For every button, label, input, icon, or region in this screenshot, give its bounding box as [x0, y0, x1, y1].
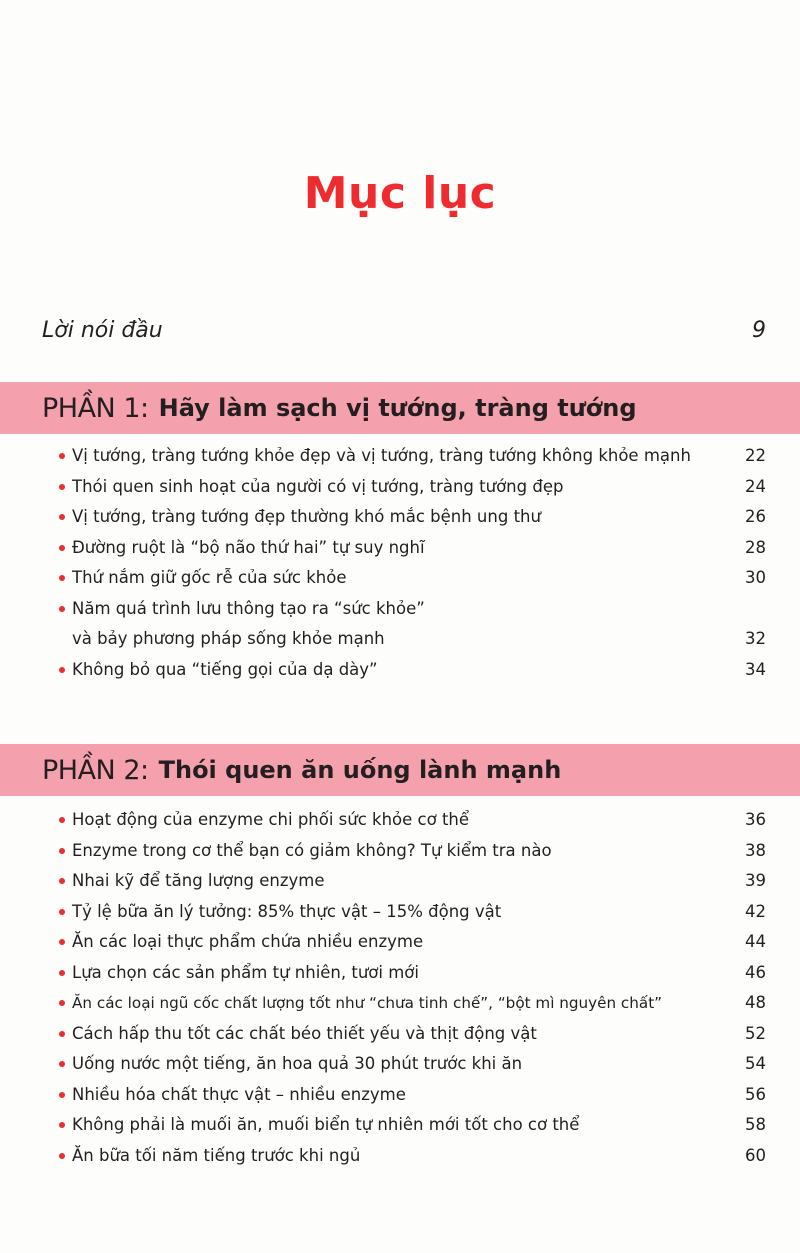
toc-entry[interactable]: [72, 866, 766, 897]
toc-entry[interactable]: [72, 1141, 766, 1172]
toc-entry[interactable]: [72, 927, 766, 958]
toc-entry[interactable]: [72, 988, 766, 1019]
entry-page: 26: [745, 507, 766, 526]
entry-title: Năm quá trình lưu thông tạo ra “sức khỏe”: [72, 598, 425, 618]
toc-entry[interactable]: [72, 533, 766, 564]
bullet-icon: [59, 606, 65, 612]
entry-title: Ăn các loại ngũ cốc chất lượng tốt như “chưa tinh chế”, “bột mì nguyên chất”: [72, 994, 663, 1012]
entry-title: Nhai kỹ để tăng lượng enzyme: [72, 871, 325, 890]
entry-title-line-2: và bảy phương pháp sống khỏe mạnh: [72, 629, 385, 648]
entry-page: 54: [745, 1054, 766, 1073]
entry-page: 56: [745, 1084, 766, 1104]
toc-entry[interactable]: [72, 1080, 766, 1111]
entry-title: Hoạt động của enzyme chi phối sức khỏe cơ thể: [72, 810, 470, 829]
bullet-icon: [59, 817, 65, 823]
entry-page: 34: [745, 659, 766, 679]
bullet-icon: [59, 1061, 65, 1067]
entry-page: 36: [745, 810, 766, 829]
toc-entry[interactable]: [72, 1019, 766, 1050]
entry-title: Không bỏ qua “tiếng gọi của dạ dày”: [72, 659, 378, 679]
entry-title: Vị tướng, tràng tướng khỏe đẹp và vị tướng, tràng tướng không khỏe mạnh: [72, 446, 691, 465]
entry-title: Đường ruột là “bộ não thứ hai” tự suy nghĩ: [72, 537, 425, 557]
entry-page: 58: [745, 1115, 766, 1134]
bullet-icon: [59, 848, 65, 854]
entry-title: Không phải là muối ăn, muối biển tự nhiên mới tốt cho cơ thể: [72, 1115, 580, 1134]
entry-title: Cách hấp thu tốt các chất béo thiết yếu và thịt động vật: [72, 1023, 537, 1043]
entry-page: 22: [745, 446, 766, 465]
part-2-list: [72, 805, 766, 1171]
bullet-icon: [59, 1092, 65, 1098]
entry-title: Enzyme trong cơ thể bạn có giảm không? Tự kiểm tra nào: [72, 840, 552, 860]
part-1-list: [72, 441, 766, 685]
toc-entry[interactable]: [72, 1049, 766, 1080]
entry-title: Thói quen sinh hoạt của người có vị tướng, tràng tướng đẹp: [72, 476, 564, 496]
bullet-icon: [59, 878, 65, 884]
toc-entry[interactable]: [72, 805, 766, 836]
bullet-icon: [59, 1031, 65, 1037]
toc-entry[interactable]: [72, 502, 766, 533]
entry-title: Tỷ lệ bữa ăn lý tưởng: 85% thực vật – 15% động vật: [72, 901, 502, 921]
entry-title: Lựa chọn các sản phẩm tự nhiên, tươi mới: [72, 962, 419, 982]
toc-entry[interactable]: [72, 472, 766, 503]
entry-page: 60: [745, 1145, 766, 1165]
preface-label: Lời nói đầu: [42, 318, 163, 343]
bullet-icon: [59, 909, 65, 915]
bullet-icon: [59, 667, 65, 673]
toc-entry-preface[interactable]: [42, 318, 766, 343]
bullet-icon: [59, 939, 65, 945]
entry-page: 28: [745, 537, 766, 557]
toc-entry[interactable]: [72, 958, 766, 989]
entry-title: Vị tướng, tràng tướng đẹp thường khó mắc bệnh ung thư: [72, 507, 541, 526]
part-1-label: PHẦN 1:: [42, 392, 149, 424]
toc-entry[interactable]: [72, 836, 766, 867]
toc-entry[interactable]: [72, 563, 766, 594]
entry-page: 46: [745, 962, 766, 982]
bullet-icon: [59, 575, 65, 581]
toc-entry[interactable]: [72, 1110, 766, 1141]
entry-page: 52: [745, 1023, 766, 1043]
toc-entry[interactable]: [72, 594, 766, 655]
part-2-header[interactable]: [0, 744, 800, 796]
part-1-title: Hãy làm sạch vị tướng, tràng tướng: [158, 394, 637, 422]
entry-title: Uống nước một tiếng, ăn hoa quả 30 phút trước khi ăn: [72, 1054, 523, 1073]
bullet-icon: [59, 970, 65, 976]
bullet-icon: [59, 1122, 65, 1128]
bullet-icon: [59, 545, 65, 551]
page-title: Mục lục: [303, 168, 497, 219]
toc-entry[interactable]: [72, 897, 766, 928]
entry-page: 30: [745, 568, 766, 587]
bullet-icon: [59, 484, 65, 490]
entry-title: Thứ nắm giữ gốc rễ của sức khỏe: [72, 568, 347, 587]
entry-title: Nhiều hóa chất thực vật – nhiều enzyme: [72, 1084, 406, 1104]
part-2-title: Thói quen ăn uống lành mạnh: [158, 756, 562, 784]
entry-page: 38: [745, 840, 766, 860]
toc-entry[interactable]: [72, 655, 766, 686]
part-2-label: PHẦN 2:: [42, 754, 149, 786]
bullet-icon: [59, 1153, 65, 1159]
entry-page: 44: [745, 932, 766, 951]
entry-title: Ăn bữa tối năm tiếng trước khi ngủ: [72, 1145, 361, 1165]
preface-page: 9: [752, 318, 766, 343]
entry-page: 39: [745, 871, 766, 890]
entry-page: 48: [745, 993, 766, 1012]
entry-title: Ăn các loại thực phẩm chứa nhiều enzyme: [72, 932, 424, 951]
entry-page: 32: [745, 629, 766, 648]
part-1-header[interactable]: [0, 382, 800, 434]
bullet-icon: [59, 514, 65, 520]
bullet-icon: [59, 453, 65, 459]
entry-page: 24: [745, 476, 766, 496]
bullet-icon: [59, 1000, 65, 1006]
entry-page: 42: [745, 901, 766, 921]
toc-entry[interactable]: [72, 441, 766, 472]
